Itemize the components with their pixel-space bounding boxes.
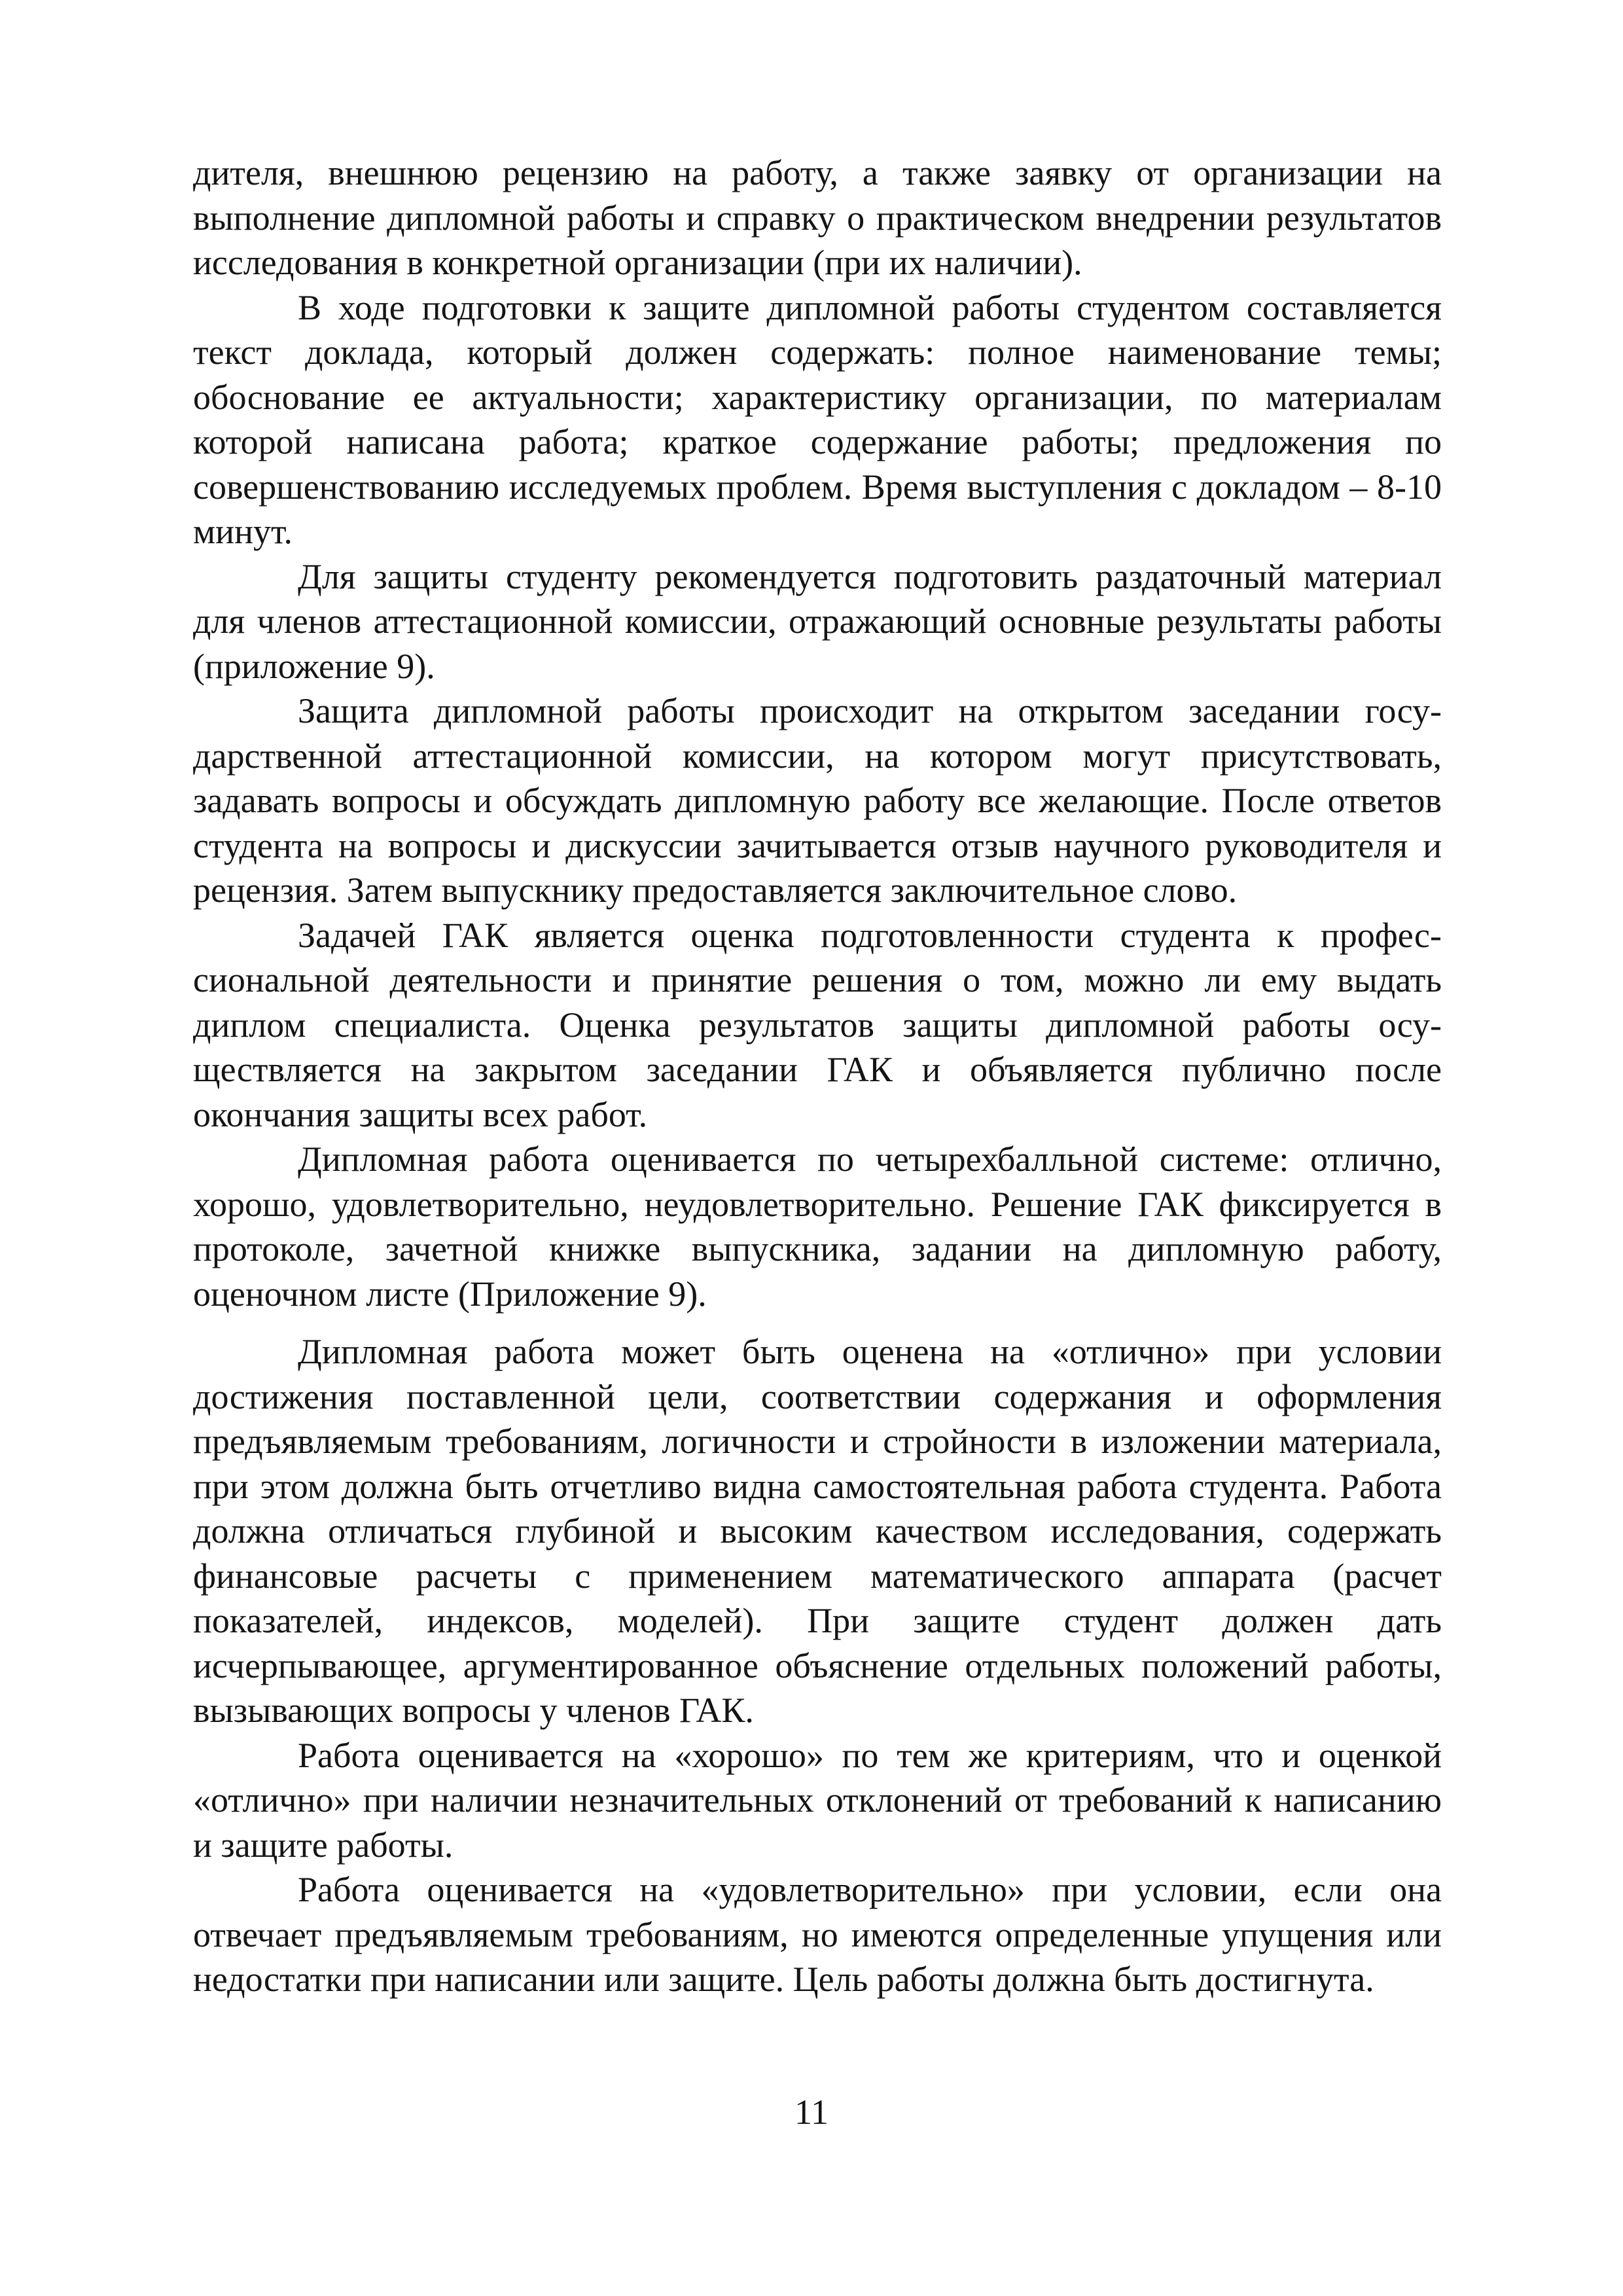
- paragraph-3: Для защиты студенту рекомендуется подготовить раздаточный материал для членов аттестационной комиссии, отражающий основные результаты работы (приложение 9).: [193, 556, 1442, 686]
- paragraph-2: В ходе подготовки к защите дипломной работы студентом составляется текст доклада, который должен содержать: полное наименование темы; обоснование ее актуальности; характеристику организации, по материалам которой написана работа; краткое содержание работы; предложения по совершенствованию исследуемых проблем. Время выступления с докладом – 8-10 минут.: [193, 287, 1442, 551]
- paragraph-1: дителя, внешнюю рецензию на работу, а также заявку от организации на выполнение дипломной работы и справку о практическом внедрении результатов исследования в конкретной организации (при их наличии).: [193, 153, 1442, 282]
- body-text: [193, 151, 1442, 2002]
- paragraph-7: Дипломная работа может быть оценена на «отлично» при условии достижения поставленной цели, соответствии содержания и оформления предъявляемым требованиям, логичности и стройности в изложении материала, при этом должна быть отчетливо видна самостоятельная работа студента. Работа должна отличаться глубиной и высоким качеством исследования, содержать финансовые расчеты с применением математического аппарата (расчет показателей, индексов, моделей). При защите студент должен дать исчерпывающее, аргументированное объяснение отдельных положений работы, вызывающих вопросы у членов ГАК.: [193, 1332, 1442, 1730]
- page-number: 11: [794, 2092, 829, 2132]
- paragraph-5: Задачей ГАК является оценка подготовленности студента к профессиональной деятельности и принятие решения о том, можно ли ему выдать диплом специалиста. Оценка результатов защиты дипломной работы осуществляется на закрытом заседании ГАК и объявляется публично после окончания защиты всех работ.: [193, 915, 1442, 1134]
- paragraph-9: Работа оценивается на «удовлетворительно» при условии, если она отвечает предъявляемым требованиям, но имеются определенные упущения или недостатки при написании или защите. Цель работы должна быть достигнута.: [193, 1870, 1442, 1999]
- paragraph-8: Работа оценивается на «хорошо» по тем же критериям, что и оценкой «отлично» при наличии незначительных отклонений от требований к написанию и защите работы.: [193, 1735, 1442, 1865]
- paragraph-6: Дипломная работа оценивается по четырехбалльной системе: отлично, хорошо, удовлетворительно, неудовлетворительно. Решение ГАК фиксируется в протоколе, зачетной книжке выпускника, задании на дипломную работу, оценочном листе (Приложение 9).: [193, 1139, 1442, 1314]
- paragraph-4: Защита дипломной работы происходит на открытом заседании государственной аттестационной комиссии, на котором могут присутствовать, задавать вопросы и обсуждать дипломную работу все желающие. После ответов студента на вопросы и дискуссии зачитывается отзыв научного руководителя и рецензия. Затем выпускнику предоставляется заключительное слово.: [193, 691, 1442, 910]
